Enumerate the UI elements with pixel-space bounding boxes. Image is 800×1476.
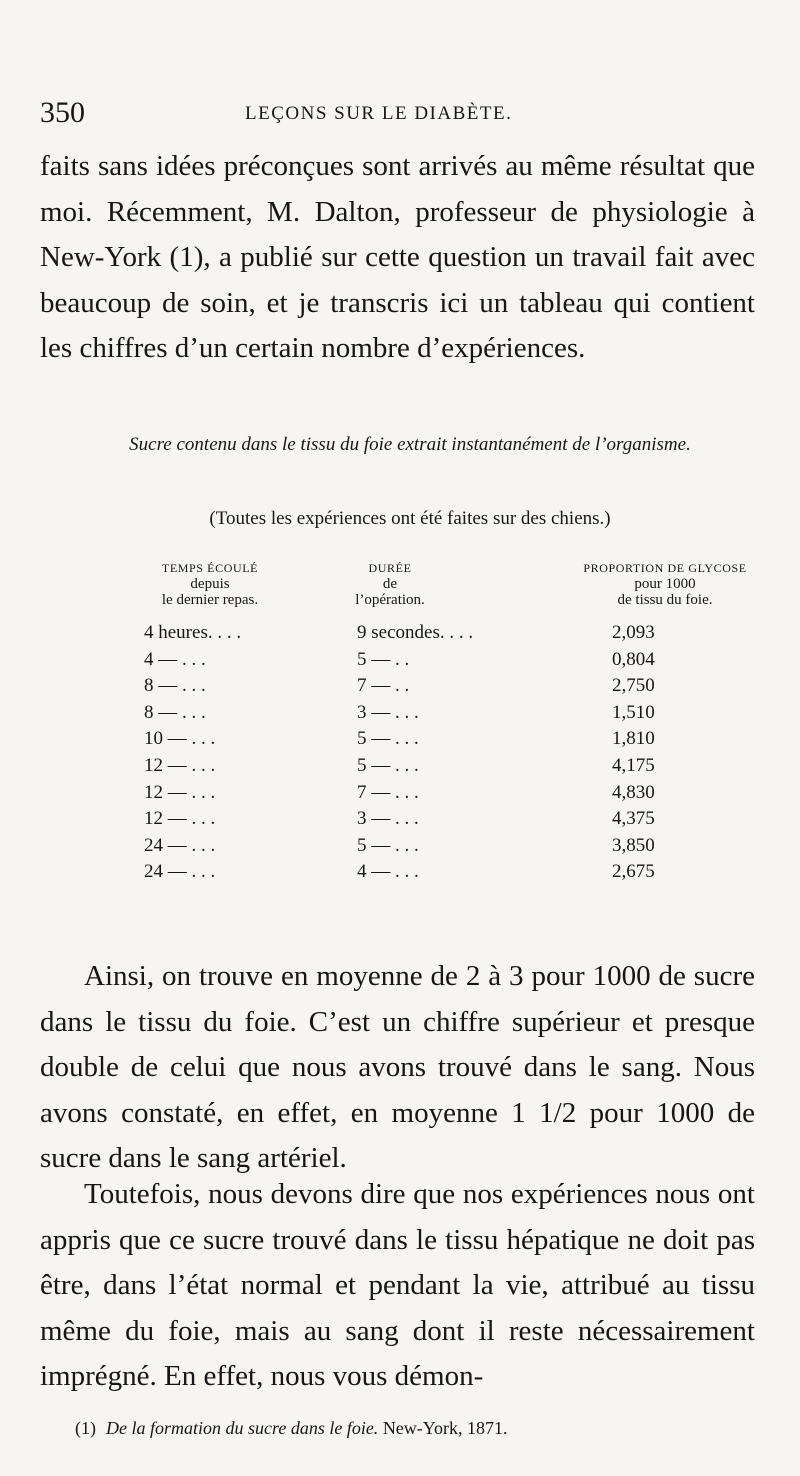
footnote-title: De la formation du sucre dans le foie. [106, 1418, 379, 1438]
cell-duration: 5 — . . . [357, 834, 419, 856]
column-header-elapsed-time [140, 560, 280, 608]
cell-duration: 7 — . . . [357, 781, 419, 803]
cell-hours: 12 — . . . [144, 781, 216, 803]
table-caption: Sucre contenu dans le tissu du foie extrait instantanément de l’organisme. [129, 434, 691, 455]
column-subheading: pour 1000 [634, 576, 696, 592]
column-subheading: le dernier repas. [161, 592, 259, 608]
cell-duration: 4 — . . . [357, 861, 419, 883]
column-heading: TEMPS ÉCOULÉ [161, 561, 259, 575]
table-row [0, 861, 800, 888]
table-row [0, 835, 800, 862]
cell-duration: 5 — . . . [357, 754, 419, 776]
cell-duration: 5 — . . [357, 648, 410, 670]
cell-glucose: 2,750 [612, 675, 655, 697]
column-header-duration [335, 560, 445, 608]
paragraph-average: Ainsi, on trouve en moyenne de 2 à 3 pour 1000 de sucre dans le tissu du foie. C’est un chiffre supérieur et presque double de celui que nous avons trouvé dans le sang. Nous avons constaté, en effet, en moyenne 1 1/2 pour 1000 de sucre dans le sang artériel. [40, 960, 755, 1175]
cell-glucose: 4,375 [612, 808, 655, 830]
cell-hours: 24 — . . . [144, 861, 216, 883]
column-subheading: depuis [190, 576, 230, 592]
cell-hours: 12 — . . . [144, 754, 216, 776]
table-row [0, 622, 800, 649]
column-heading: PROPORTION DE GLYCOSE [583, 561, 747, 575]
table-row [0, 675, 800, 702]
cell-hours: 8 — . . . [144, 701, 206, 723]
table-row [0, 728, 800, 755]
column-subheading: de [382, 576, 398, 592]
cell-hours: 4 — . . . [144, 648, 206, 670]
cell-duration: 7 — . . [357, 675, 410, 697]
cell-duration: 3 — . . . [357, 701, 419, 723]
footnote-place-date: New-York, 1871. [382, 1418, 508, 1438]
cell-glucose: 1,810 [612, 728, 655, 750]
cell-glucose: 3,850 [612, 834, 655, 856]
paragraph-intro: faits sans idées préconçues sont arrivés au même résultat que moi. Récemment, M. Dalton, professeur de physiologie à New-York (1), a publié sur cette question un travail fait avec beaucoup de soin, et je transcris ici un tableau qui contient les chiffres d’un certain nombre d’expériences. [40, 150, 755, 365]
table-row [0, 702, 800, 729]
cell-glucose: 4,175 [612, 754, 655, 776]
column-subheading: de tissu du foie. [617, 592, 713, 608]
table-row [0, 808, 800, 835]
cell-glucose: 4,830 [612, 781, 655, 803]
column-subheading: l’opération. [355, 592, 425, 608]
cell-duration: 3 — . . . [357, 808, 419, 830]
cell-glucose: 1,510 [612, 701, 655, 723]
footnote-mark: (1) [75, 1418, 96, 1438]
cell-glucose: 2,675 [612, 861, 655, 883]
table-note: (Toutes les expériences ont été faites sur des chiens.) [209, 508, 611, 529]
cell-duration: 5 — . . . [357, 728, 419, 750]
page-number: 350 [40, 96, 85, 129]
table-row [0, 649, 800, 676]
cell-hours: 12 — . . . [144, 808, 216, 830]
table-row [0, 755, 800, 782]
cell-hours: 10 — . . . [144, 728, 216, 750]
column-header-glucose-proportion [570, 560, 760, 608]
cell-glucose: 0,804 [612, 648, 655, 670]
cell-glucose: 2,093 [612, 622, 655, 643]
column-heading: DURÉE [368, 561, 412, 575]
data-table [0, 622, 800, 888]
cell-hours: 4 heures. . . . [144, 622, 242, 643]
running-head: LEÇONS SUR LE DIABÈTE. [245, 103, 513, 124]
cell-duration: 9 secondes. . . . [357, 622, 474, 643]
footnote [75, 1418, 775, 1439]
page-header [40, 96, 760, 132]
paragraph-however: Toutefois, nous devons dire que nos expériences nous ont appris que ce sucre trouvé dans le tissu hépatique ne doit pas être, dans l’état normal et pendant la vie, attribué au tissu même du foie, mais au sang dont il reste nécessairement imprégné. En effet, nous vous démon- [40, 1178, 755, 1393]
table-row [0, 782, 800, 809]
cell-hours: 8 — . . . [144, 675, 206, 697]
cell-hours: 24 — . . . [144, 834, 216, 856]
